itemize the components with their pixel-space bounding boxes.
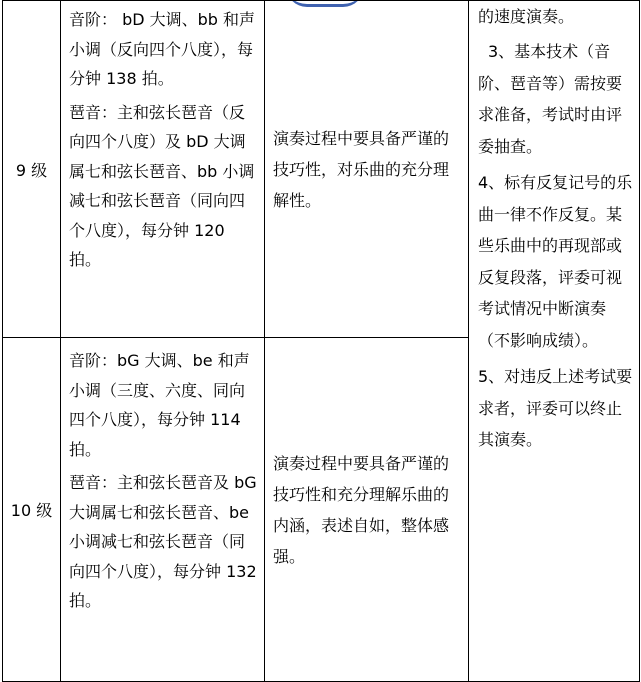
note-item-1-continued: 的速度演奏。 <box>478 7 575 26</box>
arpeggio-text: 琶音：主和弦长琶音及 bG 大调属七和弦长琶音、be 小调减七和弦长琶音（同向四个八度），每分钟 132 拍。 <box>69 473 257 610</box>
performance-requirement-cell: 演奏过程中要具备严谨的技巧性和充分理解乐曲的内涵，表述自如，整体感强。 <box>265 338 469 682</box>
grade-cell: 9 级 <box>3 1 61 338</box>
arpeggio-text: 琶音：主和弦长琶音（反向四个八度）及 bD 大调属七和弦长琶音、bb 小调减七和弦长琶音（同向四个八度），每分钟 120 拍。 <box>69 102 255 269</box>
grade-cell: 10 级 <box>3 338 61 682</box>
note-item-3: 3、基本技术（音阶、琶音等）需按要求准备，考试时由评委抽查。 <box>478 42 623 156</box>
technique-cell <box>61 338 265 682</box>
exam-requirements-table <box>2 0 640 682</box>
performance-requirement-cell: 演奏过程中要具备严谨的技巧性，对乐曲的充分理解性。 <box>265 1 469 338</box>
table-row-grade-9 <box>3 1 640 338</box>
scale-text: 音阶：bG 大调、be 和声小调（三度、六度、同向四个八度），每分钟 114 拍。 <box>69 351 250 459</box>
notes-cell <box>469 1 640 682</box>
note-item-4: 4、标有反复记号的乐曲一律不作反复。某些乐曲中的再现部或反复段落，评委可视考试情况中断演奏（不影响成绩）。 <box>478 173 633 350</box>
note-item-5: 5、对违反上述考试要求者，评委可以终止其演奏。 <box>478 367 633 449</box>
scale-text: 音阶： bD 大调、bb 和声小调（反向四个八度），每分钟 138 拍。 <box>69 10 256 88</box>
technique-cell <box>61 1 265 338</box>
